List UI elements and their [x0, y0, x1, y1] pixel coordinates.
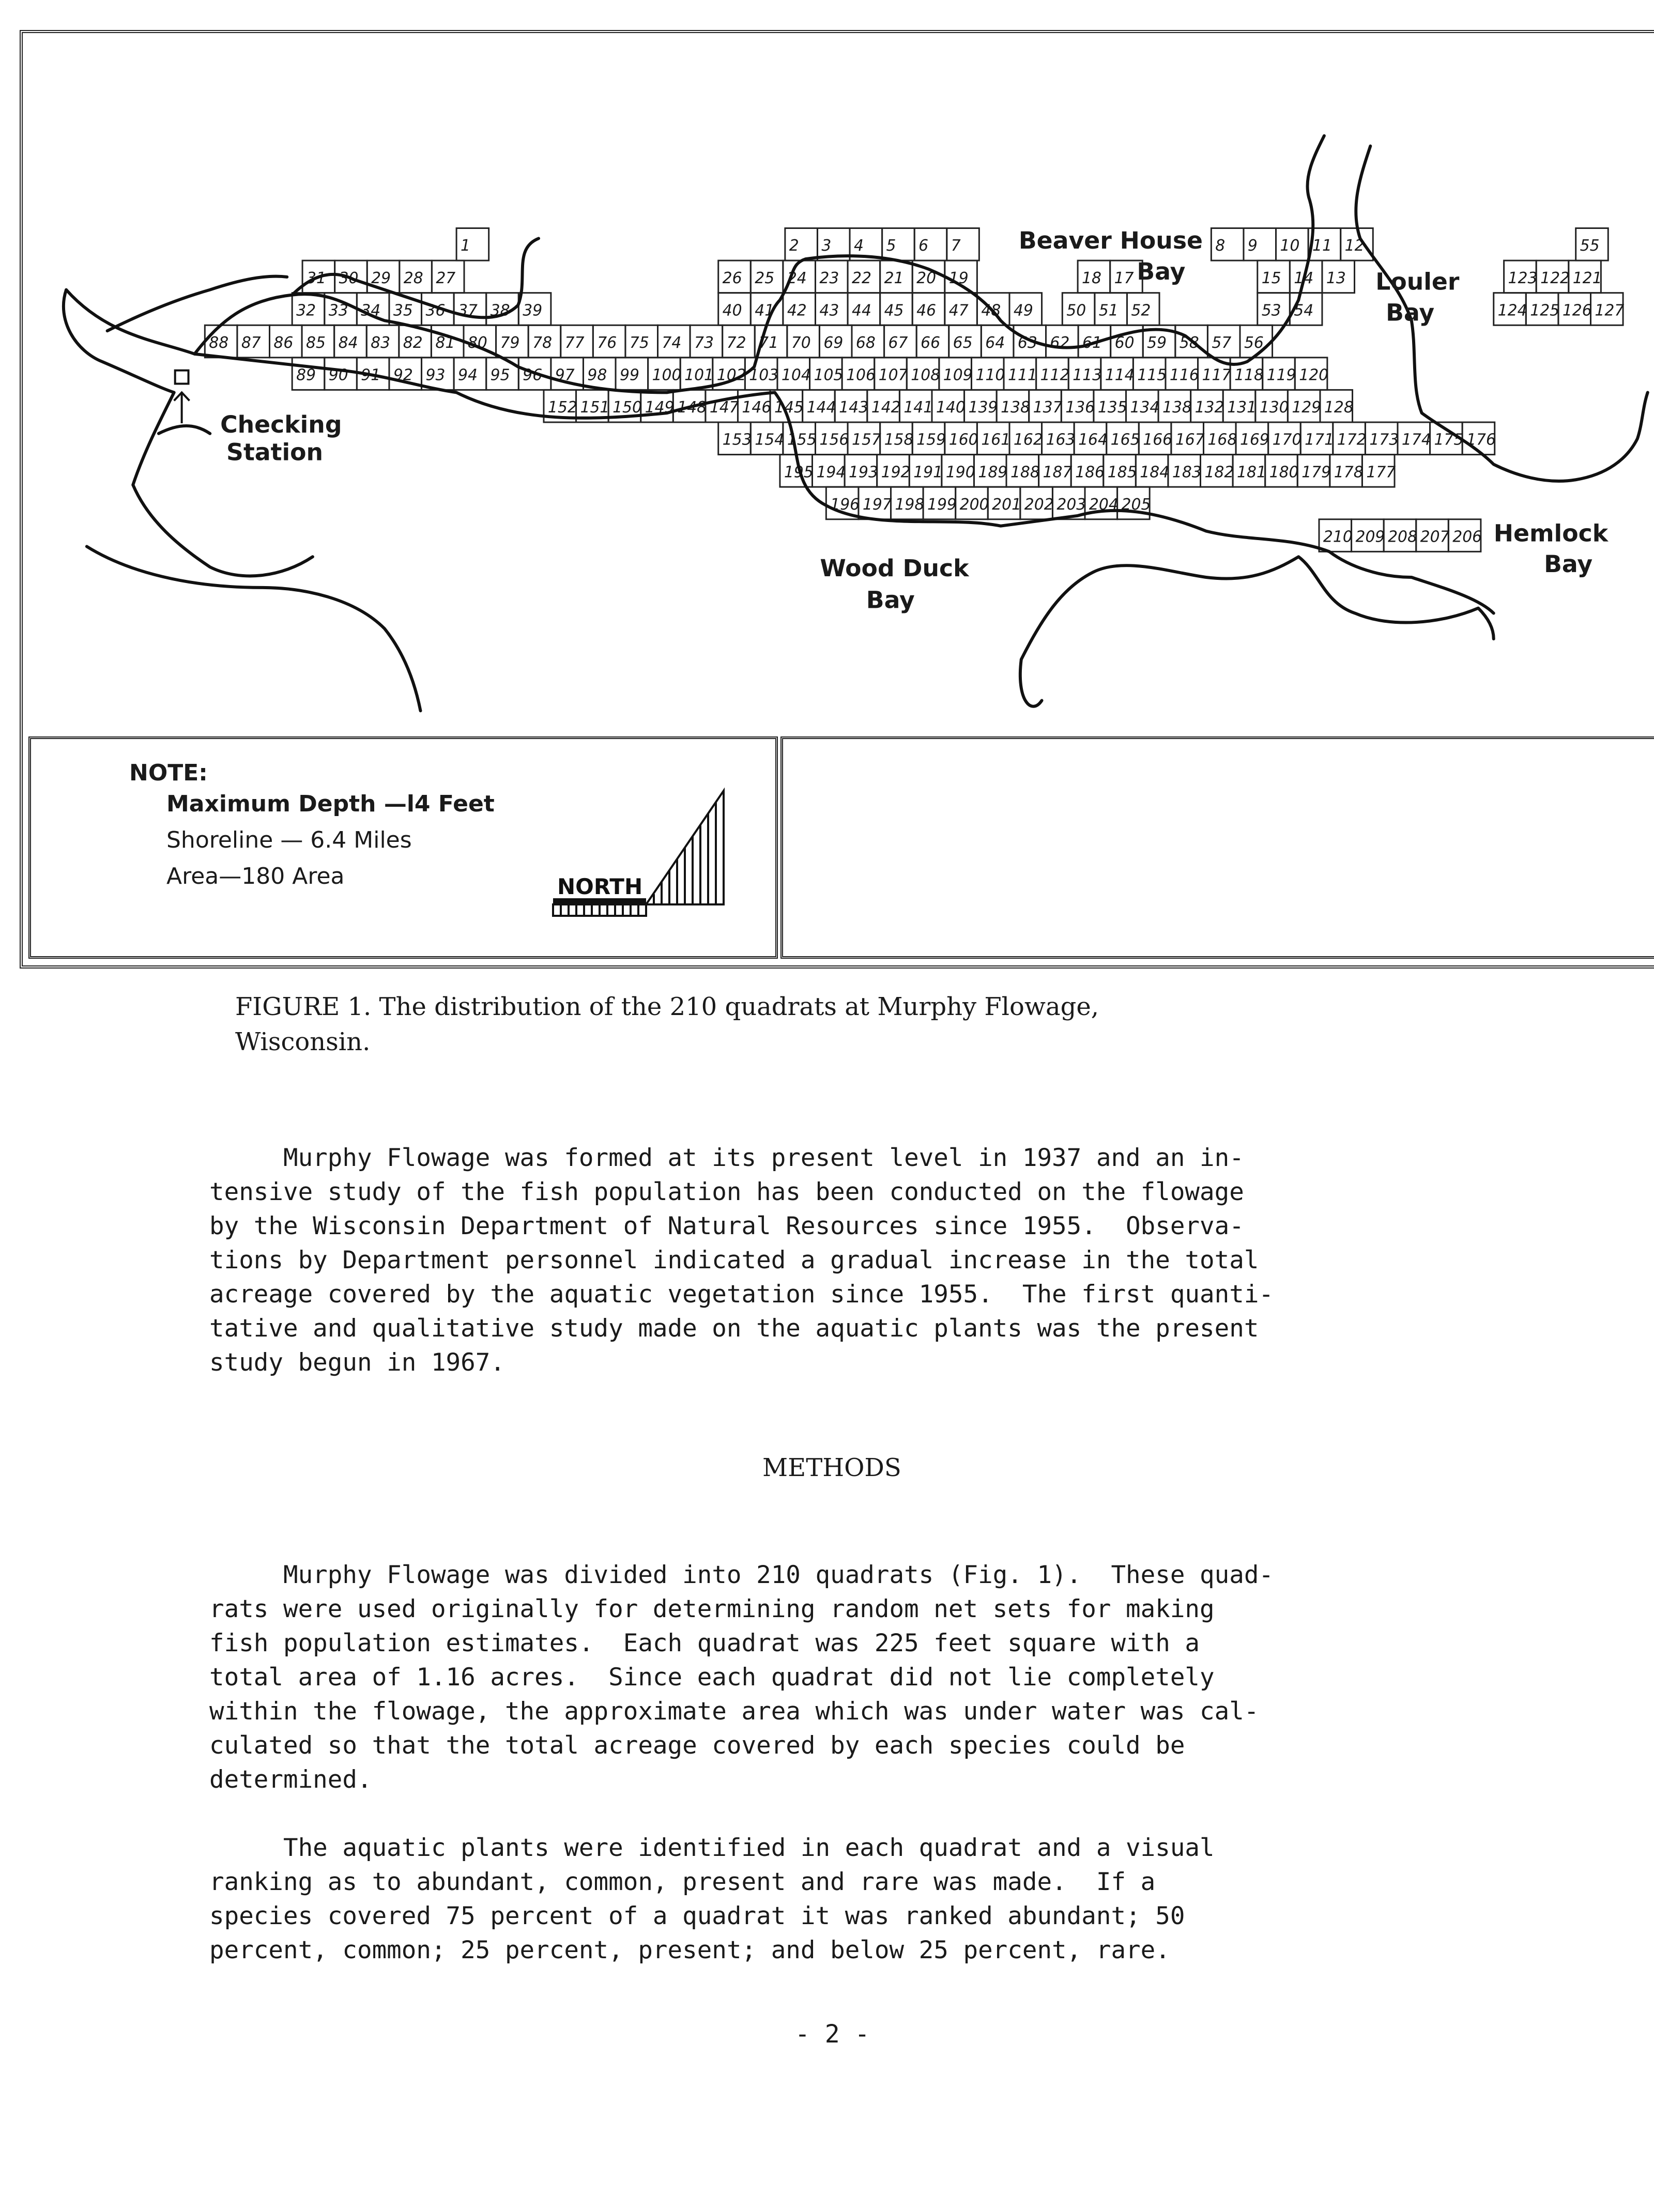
quadrat-number: 175 — [1434, 431, 1464, 449]
quadrat-number: 158 — [884, 431, 914, 449]
quadrat-number: 87 — [241, 333, 261, 352]
quadrat-number: 143 — [839, 398, 869, 417]
quadrat-number: 62 — [1050, 333, 1070, 352]
quadrat-number: 15 — [1261, 269, 1281, 287]
quadrat-number: 41 — [755, 301, 775, 320]
quadrat-number: 109 — [943, 366, 973, 385]
quadrat-number: 34 — [361, 301, 381, 320]
checking-station-label-2: Station — [226, 438, 324, 466]
wood-duck-bay-label-1: Wood Duck — [820, 555, 969, 582]
quadrat-number: 125 — [1530, 301, 1560, 320]
quadrat-number: 54 — [1294, 301, 1314, 320]
paragraph-line: species covered 75 percent of a quadrat it was ranked abundant; 50 — [209, 1902, 1185, 1930]
quadrat-number: 189 — [978, 463, 1008, 482]
quadrat-number: 83 — [371, 333, 391, 352]
quadrat-number: 117 — [1202, 366, 1232, 385]
paragraph-line: percent, common; 25 percent, present; and below 25 percent, rare. — [209, 1936, 1170, 1964]
quadrat-number: 178 — [1334, 463, 1364, 482]
quadrat-number: 183 — [1172, 463, 1202, 482]
quadrat-number: 3 — [821, 237, 832, 255]
paragraph-line: tions by Department personnel indicated a gradual increase in the total — [209, 1246, 1259, 1274]
quadrat-number: 48 — [981, 301, 1001, 320]
paragraph-methods-2 — [209, 1831, 1460, 1968]
paragraph-line: acreage covered by the aquatic vegetation since 1955. The first quanti- — [209, 1280, 1274, 1309]
quadrat-number: 40 — [722, 301, 742, 320]
beaver-house-bay-label-1: Beaver House — [1018, 227, 1203, 255]
quadrat-number: 29 — [371, 269, 391, 287]
quadrat-number: 63 — [1017, 333, 1037, 352]
quadrat-number: 165 — [1110, 431, 1140, 449]
note-box — [28, 736, 778, 959]
quadrat-number: 6 — [918, 237, 929, 255]
figure-caption-line-1: FIGURE 1. The distribution of the 210 quadrats at Murphy Flowage, — [235, 992, 1099, 1021]
quadrat-number: 61 — [1082, 333, 1102, 352]
quadrat-number: 150 — [612, 398, 642, 417]
quadrat-number: 97 — [555, 366, 575, 385]
quadrat-number: 20 — [916, 269, 937, 287]
quadrat-number: 99 — [619, 366, 639, 385]
quadrat-number: 56 — [1244, 333, 1264, 352]
quadrat-number: 85 — [306, 333, 326, 352]
quadrat-number: 23 — [819, 269, 839, 287]
quadrat-number: 92 — [393, 366, 413, 385]
quadrat-number: 24 — [787, 269, 807, 287]
quadrat-number: 103 — [749, 366, 779, 385]
quadrat-number: 52 — [1131, 301, 1151, 320]
legend-empty-box — [780, 736, 1654, 959]
quadrat-number: 132 — [1194, 398, 1224, 417]
quadrat-number: 204 — [1089, 495, 1119, 514]
quadrat-number: 27 — [436, 269, 456, 287]
quadrat-number: 37 — [458, 301, 478, 320]
quadrat-number: 129 — [1292, 398, 1322, 417]
quadrat-number: 126 — [1562, 301, 1592, 320]
quadrat-number: 172 — [1337, 431, 1367, 449]
paragraph-line: study begun in 1967. — [209, 1348, 505, 1377]
note-area: Area—180 Area — [166, 863, 345, 889]
paragraph-line: within the flowage, the approximate area which was under water was cal- — [209, 1697, 1259, 1726]
methods-heading: METHODS — [762, 1453, 901, 1482]
quadrat-number: 35 — [393, 301, 413, 320]
quadrat-number: 28 — [403, 269, 423, 287]
louler-bay-label-2: Bay — [1386, 299, 1435, 327]
quadrat-number: 159 — [916, 431, 946, 449]
quadrat-number: 112 — [1040, 366, 1070, 385]
quadrat-number: 98 — [587, 366, 607, 385]
quadrat-number: 116 — [1169, 366, 1199, 385]
quadrat-number: 202 — [1024, 495, 1054, 514]
quadrat-number: 135 — [1097, 398, 1127, 417]
quadrat-number: 141 — [903, 398, 933, 417]
quadrat-number: 44 — [852, 301, 871, 320]
quadrat-number: 39 — [523, 301, 543, 320]
quadrat-number: 57 — [1212, 333, 1232, 352]
quadrat-number: 31 — [307, 269, 326, 287]
quadrat-number: 128 — [1324, 398, 1354, 417]
quadrat-number: 201 — [992, 495, 1022, 514]
quadrat-number: 79 — [500, 333, 520, 352]
paragraph-line: total area of 1.16 acres. Since each quadrat did not lie completely — [209, 1663, 1215, 1692]
quadrat-number: 69 — [823, 333, 844, 352]
quadrat-number: 167 — [1175, 431, 1205, 449]
quadrat-number: 96 — [523, 366, 543, 385]
quadrat-number: 169 — [1240, 431, 1269, 449]
quadrat-number: 208 — [1388, 528, 1417, 546]
quadrat-number: 200 — [959, 495, 989, 514]
quadrat-number: 72 — [726, 333, 746, 352]
quadrat-number: 122 — [1540, 269, 1570, 287]
quadrat-number: 188 — [1010, 463, 1040, 482]
quadrat-number: 53 — [1261, 301, 1281, 320]
quadrat-number: 173 — [1369, 431, 1399, 449]
quadrat-number: 147 — [709, 398, 739, 417]
quadrat-number: 142 — [871, 398, 901, 417]
quadrat-number: 58 — [1179, 333, 1199, 352]
quadrat-number: 136 — [1065, 398, 1095, 417]
checking-station-label-1: Checking — [220, 410, 342, 438]
quadrat-number: 18 — [1082, 269, 1101, 287]
quadrat-number: 4 — [853, 237, 864, 255]
north-label: NORTH — [557, 874, 643, 899]
quadrat-number: 205 — [1121, 495, 1151, 514]
quadrat-number: 138 — [1162, 398, 1192, 417]
quadrat-number: 210 — [1323, 528, 1353, 546]
paragraph-line: The aquatic plants were identified in each quadrat and a visual — [209, 1834, 1215, 1862]
quadrat-number: 38 — [490, 301, 510, 320]
quadrat-number: 105 — [814, 366, 844, 385]
quadrat-number: 114 — [1105, 366, 1135, 385]
quadrat-number: 187 — [1043, 463, 1073, 482]
quadrat-number: 155 — [787, 431, 817, 449]
quadrat-number: 144 — [806, 398, 836, 417]
quadrat-number: 107 — [878, 366, 908, 385]
quadrat-number: 196 — [830, 495, 860, 514]
quadrat-number: 102 — [716, 366, 746, 385]
quadrat-number: 86 — [273, 333, 294, 352]
quadrat-number: 166 — [1143, 431, 1173, 449]
page-number: - 2 - — [795, 2020, 870, 2049]
paragraph-line: Murphy Flowage was formed at its present level in 1937 and an in- — [209, 1144, 1244, 1172]
quadrat-number: 11 — [1312, 237, 1332, 255]
note-title: NOTE: — [129, 760, 208, 786]
beaver-house-bay-label-2: Bay — [1137, 257, 1186, 285]
paragraph-line: determined. — [209, 1765, 372, 1794]
quadrat-number: 33 — [328, 301, 348, 320]
quadrat-number: 32 — [296, 301, 316, 320]
quadrat-number: 156 — [819, 431, 849, 449]
quadrat-number: 93 — [425, 366, 446, 385]
paragraph-line: culated so that the total acreage covered by each species could be — [209, 1731, 1185, 1760]
quadrat-number: 124 — [1497, 301, 1527, 320]
quadrat-number: 59 — [1147, 333, 1167, 352]
quadrat-number: 7 — [951, 237, 961, 255]
quadrat-number: 148 — [677, 398, 707, 417]
quadrat-number: 26 — [722, 269, 742, 287]
quadrat-number: 50 — [1066, 301, 1086, 320]
quadrat-number: 153 — [722, 431, 752, 449]
figure-caption-line-2: Wisconsin. — [235, 1027, 371, 1056]
quadrat-number: 68 — [855, 333, 876, 352]
quadrat-number: 206 — [1452, 528, 1482, 546]
quadrat-number: 174 — [1401, 431, 1431, 449]
quadrat-number: 45 — [884, 301, 904, 320]
quadrat-number: 108 — [911, 366, 941, 385]
quadrat-number: 123 — [1508, 269, 1538, 287]
quadrat-number: 81 — [435, 333, 455, 352]
paragraph-line: Murphy Flowage was divided into 210 quadrats (Fig. 1). These quad- — [209, 1561, 1274, 1589]
quadrat-number: 110 — [975, 366, 1005, 385]
quadrat-number: 77 — [564, 333, 585, 352]
quadrat-number: 145 — [774, 398, 804, 417]
quadrat-number: 113 — [1073, 366, 1102, 385]
quadrat-number: 176 — [1466, 431, 1496, 449]
quadrat-number: 121 — [1572, 269, 1602, 287]
quadrat-number: 75 — [629, 333, 649, 352]
quadrat-number: 185 — [1107, 463, 1137, 482]
quadrat-number: 2 — [789, 237, 799, 255]
quadrat-number: 139 — [968, 398, 998, 417]
quadrat-number: 192 — [881, 463, 911, 482]
quadrat-number: 170 — [1272, 431, 1302, 449]
note-max-depth: Maximum Depth —l4 Feet — [166, 791, 495, 817]
paragraph-methods-1 — [209, 1558, 1460, 1797]
quadrat-number: 22 — [852, 269, 871, 287]
quadrat-number: 161 — [981, 431, 1011, 449]
quadrat-number: 164 — [1078, 431, 1108, 449]
quadrat-number: 9 — [1247, 237, 1258, 255]
paragraph-line: tative and qualitative study made on the aquatic plants was the present — [209, 1314, 1259, 1343]
quadrat-number: 203 — [1056, 495, 1086, 514]
quadrat-number: 5 — [886, 237, 896, 255]
quadrat-number: 157 — [852, 431, 881, 449]
quadrat-number: 82 — [403, 333, 423, 352]
quadrat-number: 120 — [1299, 366, 1329, 385]
quadrat-number: 17 — [1114, 269, 1134, 287]
quadrat-number: 131 — [1227, 398, 1257, 417]
quadrat-number: 91 — [361, 366, 381, 385]
quadrat-number: 51 — [1098, 301, 1119, 320]
quadrat-number: 30 — [339, 269, 359, 287]
quadrat-number: 12 — [1344, 237, 1365, 255]
quadrat-number: 47 — [948, 301, 969, 320]
quadrat-number: 101 — [684, 366, 714, 385]
quadrat-number: 118 — [1234, 366, 1264, 385]
quadrat-number: 115 — [1137, 366, 1167, 385]
quadrat-number: 134 — [1130, 398, 1160, 417]
quadrat-number: 64 — [985, 333, 1005, 352]
quadrat-number: 43 — [819, 301, 839, 320]
quadrat-number: 179 — [1301, 463, 1331, 482]
quadrat-number: 191 — [913, 463, 943, 482]
quadrat-number: 209 — [1355, 528, 1385, 546]
louler-bay-label-1: Louler — [1375, 268, 1460, 296]
quadrat-number: 171 — [1305, 431, 1335, 449]
quadrat-number: 106 — [846, 366, 876, 385]
quadrat-number: 162 — [1013, 431, 1043, 449]
quadrat-number: 138 — [1001, 398, 1030, 417]
quadrat-number: 89 — [296, 366, 316, 385]
quadrat-number: 199 — [927, 495, 957, 514]
paragraph-line: ranking as to abundant, common, present and rare was made. If a — [209, 1868, 1156, 1896]
quadrat-number: 67 — [888, 333, 908, 352]
quadrat-number: 74 — [662, 333, 682, 352]
quadrat-number: 119 — [1266, 366, 1296, 385]
quadrat-number: 25 — [755, 269, 775, 287]
paragraph-intro — [209, 1141, 1460, 1380]
quadrat-number: 177 — [1366, 463, 1396, 482]
quadrat-number: 80 — [467, 333, 487, 352]
quadrat-number: 49 — [1013, 301, 1033, 320]
quadrat-number: 13 — [1326, 269, 1346, 287]
quadrat-number: 195 — [784, 463, 814, 482]
quadrat-number: 78 — [532, 333, 553, 352]
quadrat-number: 42 — [787, 301, 807, 320]
quadrat-number: 140 — [936, 398, 966, 417]
quadrat-number: 104 — [781, 366, 811, 385]
wood-duck-bay-label-2: Bay — [866, 586, 915, 614]
quadrat-number: 1 — [461, 237, 471, 255]
quadrat-number: 137 — [1033, 398, 1063, 417]
quadrat-number: 70 — [791, 333, 811, 352]
quadrat-number: 127 — [1595, 301, 1625, 320]
quadrat-number: 90 — [328, 366, 348, 385]
quadrat-number: 71 — [759, 333, 779, 352]
quadrat-number: 95 — [490, 366, 510, 385]
paragraph-line: tensive study of the fish population has been conducted on the flowage — [209, 1178, 1244, 1206]
quadrat-number: 197 — [862, 495, 892, 514]
quadrat-number: 94 — [458, 366, 478, 385]
checking-station-marker — [174, 371, 190, 423]
quadrat-number: 88 — [209, 333, 229, 352]
quadrat-number: 19 — [948, 269, 969, 287]
quadrat-number: 46 — [916, 301, 937, 320]
quadrat-number: 8 — [1215, 237, 1226, 255]
quadrat-number: 60 — [1114, 333, 1135, 352]
quadrat-number: 10 — [1280, 237, 1300, 255]
quadrat-number: 193 — [849, 463, 878, 482]
quadrat-number: 194 — [816, 463, 846, 482]
north-arrow — [548, 765, 755, 935]
quadrat-number: 73 — [694, 333, 714, 352]
quadrat-number: 186 — [1075, 463, 1105, 482]
quadrat-number: 84 — [338, 333, 358, 352]
quadrat-number: 190 — [945, 463, 975, 482]
quadrat-number: 163 — [1046, 431, 1076, 449]
quadrat-number: 181 — [1237, 463, 1266, 482]
quadrat-number: 21 — [884, 269, 904, 287]
quadrat-number: 111 — [1007, 366, 1037, 385]
quadrat-number: 180 — [1269, 463, 1299, 482]
quadrat-number: 66 — [921, 333, 941, 352]
quadrat-number: 55 — [1580, 237, 1600, 255]
quadrat-number: 65 — [953, 333, 973, 352]
quadrat-number: 151 — [580, 398, 610, 417]
quadrat-number: 149 — [645, 398, 675, 417]
quadrat-number: 184 — [1140, 463, 1170, 482]
quadrat-number: 14 — [1294, 269, 1314, 287]
hemlock-bay-label-1: Hemlock — [1493, 519, 1609, 547]
quadrat-number: 160 — [948, 431, 978, 449]
quadrat-number: 36 — [425, 301, 446, 320]
quadrat-number: 146 — [742, 398, 772, 417]
paragraph-line: rats were used originally for determining random net sets for making — [209, 1595, 1215, 1623]
quadrat-number: 152 — [547, 398, 577, 417]
note-shoreline: Shoreline — 6.4 Miles — [166, 827, 412, 853]
quadrat-number: 207 — [1420, 528, 1450, 546]
paragraph-line: fish population estimates. Each quadrat was 225 feet square with a — [209, 1629, 1200, 1657]
paragraph-line: by the Wisconsin Department of Natural Resources since 1955. Observa- — [209, 1212, 1244, 1240]
quadrat-number: 182 — [1204, 463, 1234, 482]
quadrat-number: 130 — [1259, 398, 1289, 417]
quadrat-number: 76 — [597, 333, 617, 352]
quadrat-number: 168 — [1207, 431, 1237, 449]
quadrat-number: 154 — [755, 431, 785, 449]
quadrat-number: 198 — [895, 495, 925, 514]
quadrat-number: 100 — [652, 366, 682, 385]
hemlock-bay-label-2: Bay — [1544, 550, 1593, 578]
